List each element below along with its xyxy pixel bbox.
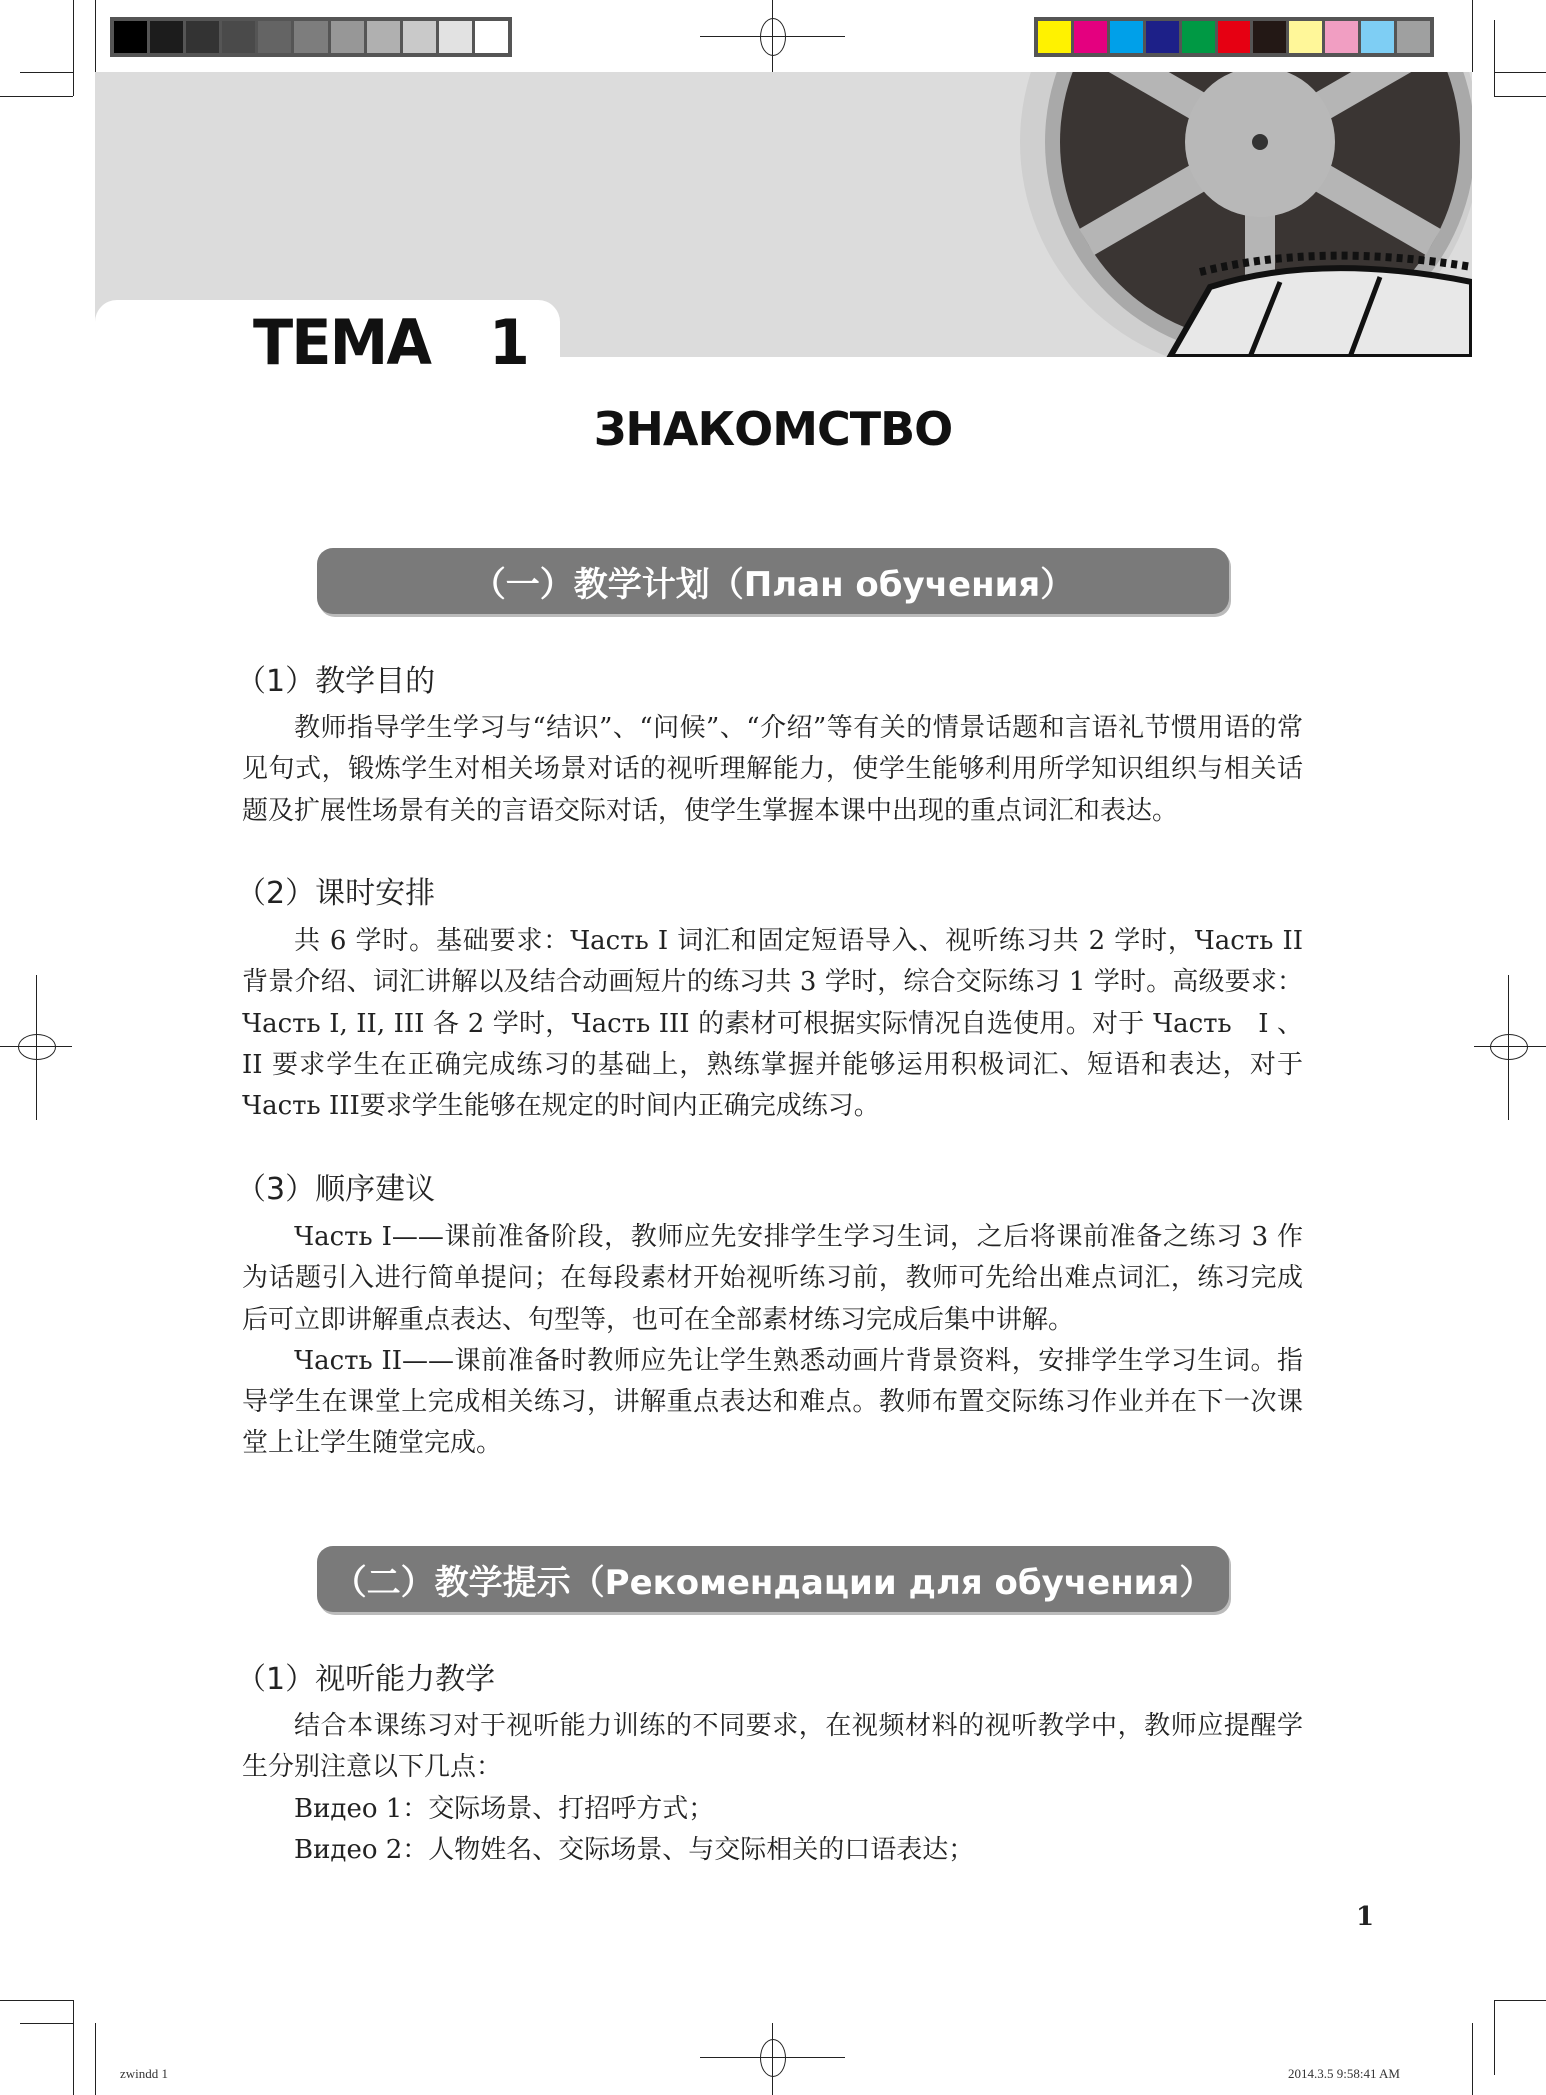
registration-mark (760, 2039, 786, 2077)
crop-mark (1494, 2000, 1495, 2075)
crop-mark (73, 0, 74, 96)
subsection-heading: （1）视听能力教学 (236, 1662, 496, 1697)
footer-timestamp: 2014.3.5 9:58:41 AM (1288, 2066, 1400, 2081)
color-swatch (331, 21, 364, 53)
footer-file-label: zwindd 1 (120, 2066, 169, 2081)
tema-label (253, 306, 528, 379)
subsection-heading: （3）顺序建议 (236, 1172, 436, 1207)
paragraph: Часть II——课前准备时教师应先让学生熟悉动画片背景资料，安排学生学习生词。指导学生在课堂上完成相关练习，讲解重点表达和难点。教师布置交际练习作业并在下一次课堂上让学生随堂完成。 (242, 1345, 1303, 1459)
registration-mark (1490, 1034, 1528, 1060)
crop-mark (20, 2023, 73, 2024)
color-swatch (1038, 21, 1071, 53)
paragraph-block (242, 921, 1303, 1127)
page-title: ЗНАКОМСТВО (593, 402, 953, 456)
color-swatch (403, 21, 436, 53)
subsection-heading: （2）课时安排 (236, 876, 436, 911)
tema-number: 1 (488, 306, 528, 379)
paragraph: 结合本课练习对于视听能力训练的不同要求，在视频材料的视听教学中，教师应提醒学生分别注意以下几点： (242, 1711, 1303, 1783)
color-swatch (186, 21, 219, 53)
film-reel-illustration (1020, 72, 1472, 357)
color-swatch (150, 21, 183, 53)
registration-mark (760, 18, 786, 56)
crop-mark (1494, 96, 1546, 97)
color-swatch (1361, 21, 1394, 53)
color-swatch (1325, 21, 1358, 53)
color-swatch (475, 21, 508, 53)
crop-mark (95, 0, 96, 72)
color-swatch (367, 21, 400, 53)
color-swatch (1110, 21, 1143, 53)
color-swatch (1397, 21, 1430, 53)
color-swatch (1074, 21, 1107, 53)
registration-mark (18, 1034, 56, 1060)
crop-mark (1472, 2023, 1473, 2095)
page-number: 1 (1356, 1902, 1375, 1932)
crop-mark (73, 2000, 74, 2095)
grayscale-color-bar (110, 17, 512, 57)
tema-text: ТЕМА (253, 306, 431, 379)
crop-mark (95, 2023, 96, 2095)
crop-mark (1472, 0, 1473, 72)
crop-mark (1494, 20, 1495, 96)
color-swatch (1289, 21, 1322, 53)
paragraph: Часть I——课前准备阶段，教师应先安排学生学习生词，之后将课前准备之练习 3 作为话题引入进行简单提问；在每段素材开始视听练习前，教师可先给出难点词汇，练习完成后可立即讲解重点表达、句型等，也可在全部素材练习完成后集中讲解。 (242, 1222, 1303, 1335)
list-item: Видео 2：人物姓名、交际场景、与交际相关的口语表达； (294, 1834, 975, 1865)
subsection-heading: （1）教学目的 (236, 664, 436, 699)
crop-mark (1494, 2000, 1546, 2001)
crop-mark (20, 72, 73, 73)
color-swatch (1146, 21, 1179, 53)
color-swatch (439, 21, 472, 53)
color-swatch (1218, 21, 1251, 53)
color-swatch (1182, 21, 1215, 53)
paragraph-block (242, 708, 1303, 832)
crop-mark (0, 96, 73, 97)
paragraph: 共 6 学时。基础要求：Часть I 词汇和固定短语导入、视听练习共 2 学时，Часть II 背景介绍、词汇讲解以及结合动画短片的练习共 3 学时，综合交际练习 1 学时。高级要求：Часть I, II, III 各 2 学时，Часть III 的素材可根据实际情况自选使用。对于 Часть I 、II 要求学生在正确完成练习的基础上，熟练掌握并能够运用积极词汇、短语和表达，对于 Часть III要求学生能够在规定的时间内正确完成练习。 (242, 926, 1303, 1122)
paragraph-block (242, 1217, 1303, 1465)
color-swatch (294, 21, 327, 53)
color-swatch (258, 21, 291, 53)
crop-mark (0, 2000, 73, 2001)
paragraph: 教师指导学生学习与“结识”、“问候”、“介绍”等有关的情景话题和言语礼节惯用语的常见句式，锻炼学生对相关场景对话的视听理解能力，使学生能够利用所学知识组织与相关话题及扩展性场景有关的言语交际对话，使学生掌握本课中出现的重点词汇和表达。 (242, 713, 1303, 826)
paragraph-block (242, 1706, 1303, 1871)
color-swatch (1253, 21, 1286, 53)
crop-mark (1494, 72, 1546, 73)
section-banner-plan: （一）教学计划（План обучения） (317, 548, 1229, 614)
color-swatch (114, 21, 147, 53)
process-color-bar (1034, 17, 1434, 57)
list-item: Видео 1：交际场景、打招呼方式； (294, 1793, 715, 1824)
section-banner-recommendations: （二）教学提示（Рекомендации для обучения） (317, 1546, 1229, 1612)
color-swatch (222, 21, 255, 53)
